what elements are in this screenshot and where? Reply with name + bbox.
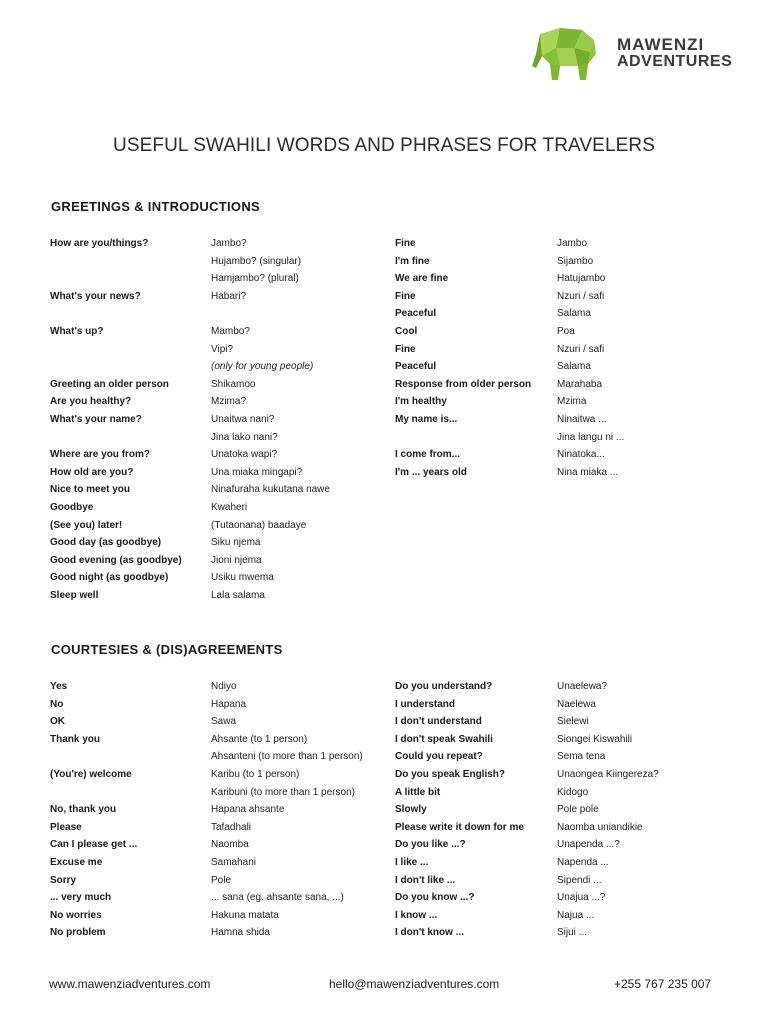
table-row xyxy=(0,889,768,907)
swahili-translation: Poa xyxy=(557,326,575,337)
swahili-translation: Shikamoo xyxy=(211,378,256,390)
swahili-translation: Usiku mwema xyxy=(211,572,274,584)
swahili-translation: Naomba uniandikie xyxy=(557,821,643,833)
english-phrase: No worries xyxy=(50,909,102,921)
english-phrase: My name is... xyxy=(395,414,458,425)
swahili-translation: Habari? xyxy=(211,290,247,302)
swahili-translation: Pole pole xyxy=(557,804,599,816)
swahili-translation: Lala salama xyxy=(211,590,265,601)
english-phrase: Sleep well xyxy=(50,590,99,601)
english-phrase: No xyxy=(50,698,64,710)
brand-line-1: MAWENZI xyxy=(617,35,705,54)
english-phrase: Do you speak English? xyxy=(395,769,506,780)
table-row xyxy=(0,464,768,482)
english-phrase: Yes xyxy=(50,681,68,692)
elephant-logo-icon xyxy=(530,24,602,84)
table-row xyxy=(0,235,768,253)
table-row xyxy=(0,534,768,552)
swahili-translation: Hapana xyxy=(211,698,247,710)
swahili-translation: Jina lako nani? xyxy=(211,431,278,443)
brand-line-2: ADVENTURES xyxy=(617,53,733,70)
brand-logo xyxy=(530,24,733,86)
english-phrase: What's your news? xyxy=(50,290,141,302)
swahili-translation: Sijui ... xyxy=(557,927,588,939)
table-row xyxy=(0,411,768,429)
english-phrase: I'm healthy xyxy=(395,396,447,408)
swahili-translation: Salama xyxy=(557,308,591,320)
english-phrase: Fine xyxy=(395,238,416,249)
swahili-translation: Unatoka wapi? xyxy=(211,449,278,461)
swahili-translation: Vipi? xyxy=(211,343,234,355)
table-row xyxy=(0,784,768,802)
swahili-translation: Jambo? xyxy=(211,238,247,249)
swahili-translation: Salama xyxy=(557,361,591,373)
english-phrase: I don't speak Swahili xyxy=(395,733,493,745)
swahili-translation: Mzima? xyxy=(211,396,247,408)
swahili-translation: Sijambo xyxy=(557,255,594,267)
footer-email: hello@mawenziadventures.com xyxy=(329,977,500,991)
english-phrase: Can I please get ... xyxy=(50,839,138,851)
swahili-translation: Siongei Kiswahili xyxy=(557,733,633,745)
swahili-translation: Nzuri / safi xyxy=(557,343,605,355)
english-phrase: What's your name? xyxy=(50,414,142,425)
english-phrase: Could you repeat? xyxy=(395,751,483,763)
table-row xyxy=(0,854,768,872)
table-row xyxy=(0,569,768,587)
english-phrase: Thank you xyxy=(50,733,101,745)
section-heading: GREETINGS & INTRODUCTIONS xyxy=(51,199,261,214)
swahili-translation: Marahaba xyxy=(557,378,603,390)
swahili-translation: (Tutaonana) baadaye xyxy=(211,519,307,531)
table-row xyxy=(0,305,768,323)
swahili-translation: Naomba xyxy=(211,839,249,851)
table-row xyxy=(0,731,768,749)
table-row xyxy=(0,819,768,837)
english-phrase: Goodbye xyxy=(50,502,94,513)
table-row xyxy=(0,341,768,359)
section-heading: COURTESIES & (DIS)AGREEMENTS xyxy=(51,642,283,657)
english-phrase: I'm ... years old xyxy=(395,466,467,478)
english-phrase: (See you) later! xyxy=(50,519,123,531)
english-phrase: No problem xyxy=(50,927,106,939)
swahili-translation: Ninafuraha kukutana nawe xyxy=(211,484,330,496)
table-row xyxy=(0,376,768,394)
table-row xyxy=(0,358,768,376)
english-phrase: I don't like ... xyxy=(395,874,456,886)
swahili-translation: Karibu (to 1 person) xyxy=(211,769,300,780)
swahili-translation: Hamjambo? (plural) xyxy=(211,273,299,285)
swahili-translation: Una miaka mingapi? xyxy=(211,466,303,478)
english-phrase: Fine xyxy=(395,290,416,302)
swahili-translation: Kidogo xyxy=(557,786,589,798)
table-row xyxy=(0,499,768,517)
swahili-translation: Unaelewa? xyxy=(557,681,608,692)
english-phrase: What's up? xyxy=(50,326,104,337)
english-phrase: Nice to meet you xyxy=(50,484,131,496)
english-phrase: No, thank you xyxy=(50,804,117,816)
swahili-translation: Jambo xyxy=(557,238,588,249)
table-row xyxy=(0,253,768,271)
english-phrase: How old are you? xyxy=(50,466,134,478)
swahili-translation: Hakuna matata xyxy=(211,909,279,921)
english-phrase: How are you/things? xyxy=(50,238,149,249)
table-row xyxy=(0,446,768,464)
swahili-translation: Unaongea Kiingereza? xyxy=(557,769,659,780)
swahili-translation: (only for young people) xyxy=(211,361,314,373)
swahili-translation: Unaitwa nani? xyxy=(211,414,275,425)
english-phrase: Good day (as goodbye) xyxy=(50,537,162,549)
english-phrase: (You're) welcome xyxy=(50,769,132,780)
english-phrase: Cool xyxy=(395,326,418,337)
table-row xyxy=(0,678,768,696)
table-row xyxy=(0,748,768,766)
swahili-translation: Napenda ... xyxy=(557,857,609,868)
table-row xyxy=(0,270,768,288)
table-row xyxy=(0,323,768,341)
swahili-translation: Pole xyxy=(211,874,232,886)
english-phrase: I'm fine xyxy=(395,255,430,267)
english-phrase: Peaceful xyxy=(395,361,437,373)
english-phrase: Are you healthy? xyxy=(50,396,132,408)
english-phrase: ... very much xyxy=(50,892,112,904)
swahili-translation: Ninaitwa ... xyxy=(557,414,607,425)
swahili-translation: Siku njema xyxy=(211,537,261,549)
swahili-translation: Sawa xyxy=(211,716,237,728)
english-phrase: I come from... xyxy=(395,449,461,461)
english-phrase: Response from older person xyxy=(395,378,532,390)
english-phrase: Fine xyxy=(395,343,416,355)
english-phrase: Please xyxy=(50,821,82,833)
brand-name xyxy=(617,36,732,70)
swahili-translation: Sipendi ... xyxy=(557,874,602,886)
footer-phone: +255 767 235 007 xyxy=(614,977,712,991)
english-phrase: OK xyxy=(50,716,65,728)
table-row xyxy=(0,393,768,411)
english-phrase: Excuse me xyxy=(50,857,103,868)
table-row xyxy=(0,872,768,890)
table-row xyxy=(0,696,768,714)
swahili-translation: Nzuri / safi xyxy=(557,290,605,302)
table-row xyxy=(0,552,768,570)
swahili-translation: Jioni njema xyxy=(211,554,262,566)
swahili-translation: Samahani xyxy=(211,857,257,868)
swahili-translation: Unapenda ...? xyxy=(557,839,620,851)
english-phrase: I don't know ... xyxy=(395,927,465,939)
english-phrase: Please write it down for me xyxy=(395,821,524,833)
table-row xyxy=(0,517,768,535)
swahili-translation: Jina langu ni ... xyxy=(557,431,625,443)
table-row xyxy=(0,907,768,925)
swahili-translation: Hapana ahsante xyxy=(211,804,285,816)
swahili-translation: Hamna shida xyxy=(211,927,270,939)
english-phrase: Do you like ...? xyxy=(395,839,466,851)
swahili-translation: Najua ... xyxy=(557,909,595,921)
swahili-translation: Sema tena xyxy=(557,751,606,763)
english-phrase: We are fine xyxy=(395,273,449,285)
english-phrase: Peaceful xyxy=(395,308,437,320)
table-row xyxy=(0,801,768,819)
table-row xyxy=(0,766,768,784)
table-row xyxy=(0,836,768,854)
english-phrase: I like ... xyxy=(395,857,429,868)
table-row xyxy=(0,481,768,499)
table-row xyxy=(0,587,768,605)
english-phrase: Sorry xyxy=(50,874,77,886)
swahili-translation: Mambo? xyxy=(211,326,250,337)
swahili-translation: Nina miaka ... xyxy=(557,466,619,478)
english-phrase: Good evening (as goodbye) xyxy=(50,554,182,566)
swahili-translation: Naelewa xyxy=(557,698,596,710)
english-phrase: I know ... xyxy=(395,909,438,921)
footer-website: www.mawenziadventures.com xyxy=(49,977,211,991)
english-phrase: I don't understand xyxy=(395,716,482,728)
swahili-translation: Hujambo? (singular) xyxy=(211,255,302,267)
table-row xyxy=(0,288,768,306)
page-title: USEFUL SWAHILI WORDS AND PHRASES FOR TRAVELERS xyxy=(113,135,655,156)
swahili-translation: Ndiyo xyxy=(211,681,237,692)
english-phrase: Do you understand? xyxy=(395,681,493,692)
swahili-translation: Kwaheri xyxy=(211,502,248,513)
english-phrase: I understand xyxy=(395,698,456,710)
english-phrase: Where are you from? xyxy=(50,449,151,461)
english-phrase: Slowly xyxy=(395,804,427,816)
swahili-translation: Ahsanteni (to more than 1 person) xyxy=(211,751,363,763)
english-phrase: Good night (as goodbye) xyxy=(50,572,169,584)
swahili-translation: ... sana (eg. ahsante sana, ...) xyxy=(211,892,344,904)
swahili-translation: Hatujambo xyxy=(557,273,606,285)
table-row xyxy=(0,429,768,447)
english-phrase: A little bit xyxy=(395,786,441,798)
swahili-translation: Unajua ...? xyxy=(557,892,606,904)
english-phrase: Do you know ...? xyxy=(395,892,475,904)
swahili-translation: Ahsante (to 1 person) xyxy=(211,733,308,745)
english-phrase: Greeting an older person xyxy=(50,378,169,390)
swahili-translation: Ninatoka... xyxy=(557,449,605,461)
table-row xyxy=(0,713,768,731)
table-row xyxy=(0,924,768,942)
swahili-translation: Sielewi xyxy=(557,716,589,728)
swahili-translation: Tafadhali xyxy=(211,821,252,833)
swahili-translation: Mzima xyxy=(557,396,587,408)
swahili-translation: Karibuni (to more than 1 person) xyxy=(211,786,355,798)
